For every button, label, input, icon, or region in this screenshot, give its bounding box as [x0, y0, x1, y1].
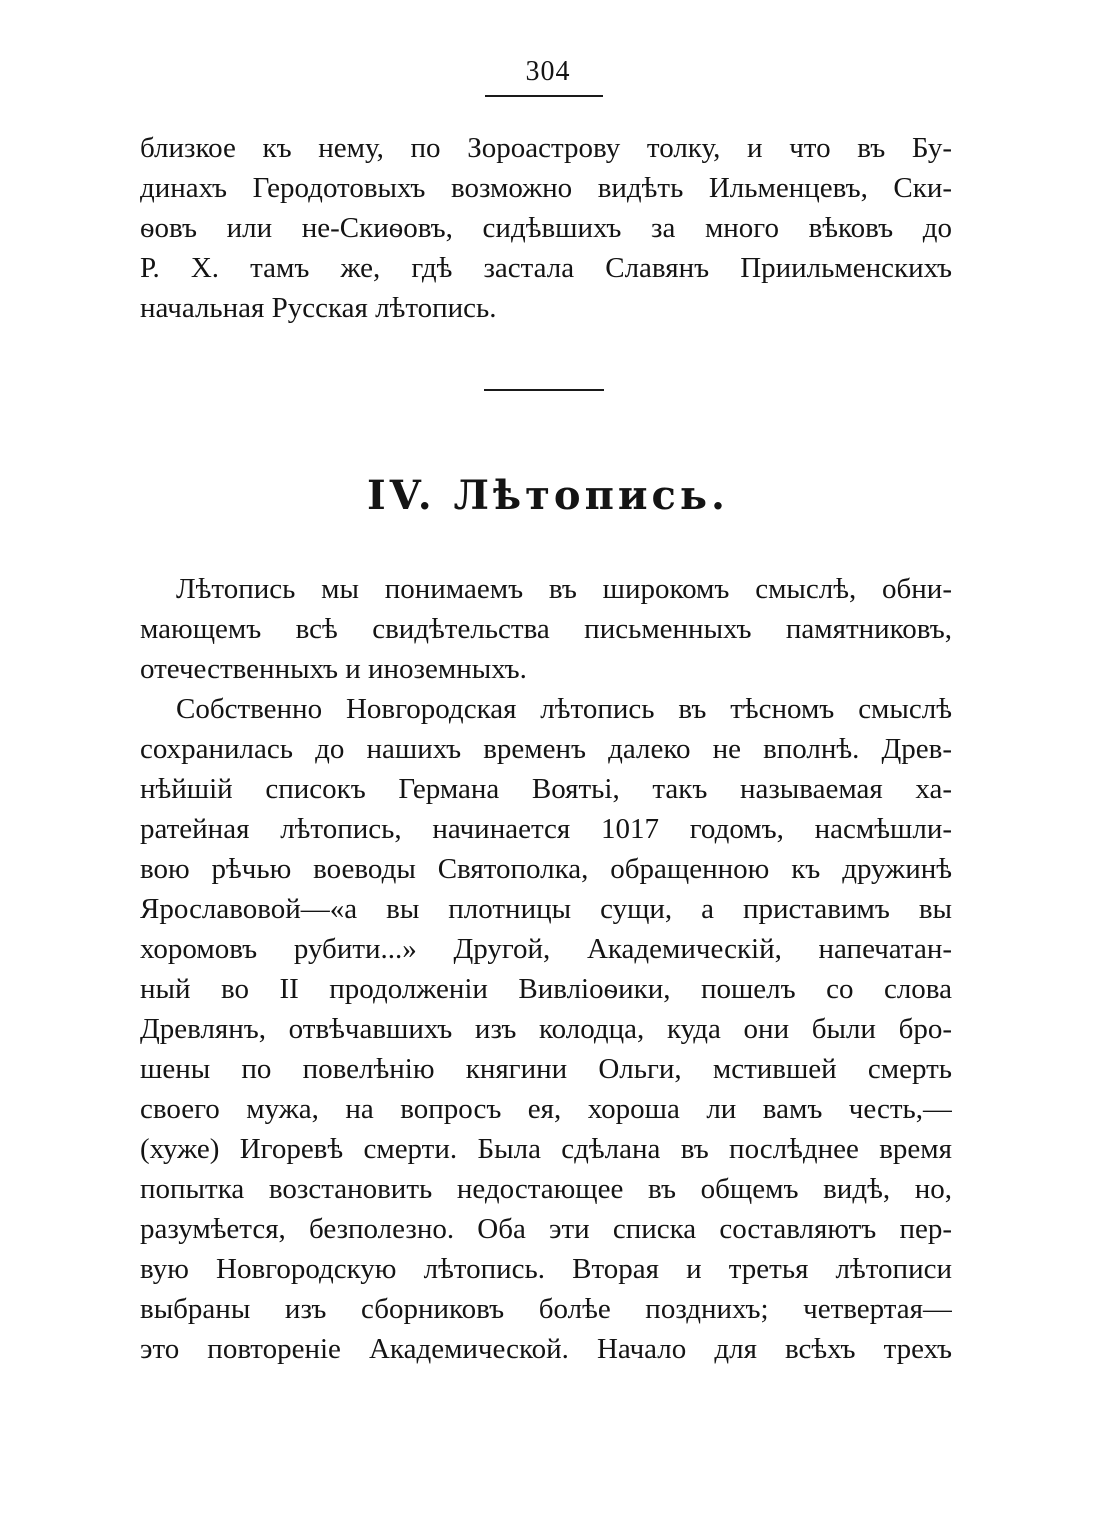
top-paragraph	[140, 128, 952, 328]
section-heading: IV. Лѣтопись.	[367, 472, 729, 519]
main-text	[140, 569, 952, 1369]
text-line: ратейная лѣтопись, начинается 1017 годомъ, насмѣшли-	[140, 813, 952, 845]
text-line: ный во II продолженіи Вивліоѳики, пошелъ со слова	[140, 973, 952, 1005]
text-line: вую Новгородскую лѣтопись. Вторая и третья лѣтописи	[140, 1253, 952, 1285]
paragraph-2	[140, 689, 952, 1369]
text-line: разумѣется, безполезно. Оба эти списка составляютъ пер-	[140, 1213, 952, 1245]
section-divider	[484, 389, 604, 391]
text-line: вою рѣчью воеводы Святополка, обращенною къ дружинѣ	[140, 853, 952, 885]
text-line: сохранилась до нашихъ временъ далеко не вполнѣ. Древ-	[140, 733, 952, 765]
text-line: начальная Русская лѣтопись.	[140, 292, 497, 324]
text-line: ѳовъ или не-Скиѳовъ, сидѣвшихъ за много вѣковъ до	[140, 212, 952, 244]
paragraph-1	[140, 569, 952, 689]
text-line: близкое къ нему, по Зороастрову толку, и что въ Бу-	[140, 132, 952, 164]
text-line: Р. Х. тамъ же, гдѣ застала Славянъ Приильменскихъ	[140, 252, 952, 284]
text-line: это повтореніе Академической. Начало для всѣхъ трехъ	[140, 1333, 952, 1365]
text-line: выбраны изъ сборниковъ болѣе позднихъ; четвертая—	[140, 1293, 952, 1325]
text-line: Древлянъ, отвѣчавшихъ изъ колодца, куда они были бро-	[140, 1013, 952, 1045]
page-number-rule	[485, 95, 603, 97]
text-line: Собственно Новгородская лѣтопись въ тѣсномъ смыслѣ	[176, 693, 952, 725]
page-number: 304	[525, 56, 571, 87]
text-line: хоромовъ рубити...» Другой, Академическій, напечатан-	[140, 933, 952, 965]
text-line: (хуже) Игоревѣ смерти. Была сдѣлана въ послѣднее время	[140, 1133, 952, 1165]
text-line: Лѣтопись мы понимаемъ въ широкомъ смыслѣ, обни-	[176, 573, 952, 605]
text-line: своего мужа, на вопросъ ея, хороша ли вамъ честь,—	[140, 1093, 952, 1125]
text-line: Ярославовой—«а вы плотницы сущи, а приставимъ вы	[140, 893, 952, 925]
text-line: нѣйшій списокъ Германа Воятьі, такъ называемая ха-	[140, 773, 952, 805]
text-line: динахъ Геродотовыхъ возможно видѣть Ильменцевъ, Ски-	[140, 172, 952, 204]
text-line: отечественныхъ и иноземныхъ.	[140, 653, 527, 685]
text-line: шены по повелѣнію княгини Ольги, мстившей смерть	[140, 1053, 952, 1085]
text-line: мающемъ всѣ свидѣтельства письменныхъ памятниковъ,	[140, 613, 952, 645]
text-line: попытка возстановить недостающее въ общемъ видѣ, но,	[140, 1173, 952, 1205]
